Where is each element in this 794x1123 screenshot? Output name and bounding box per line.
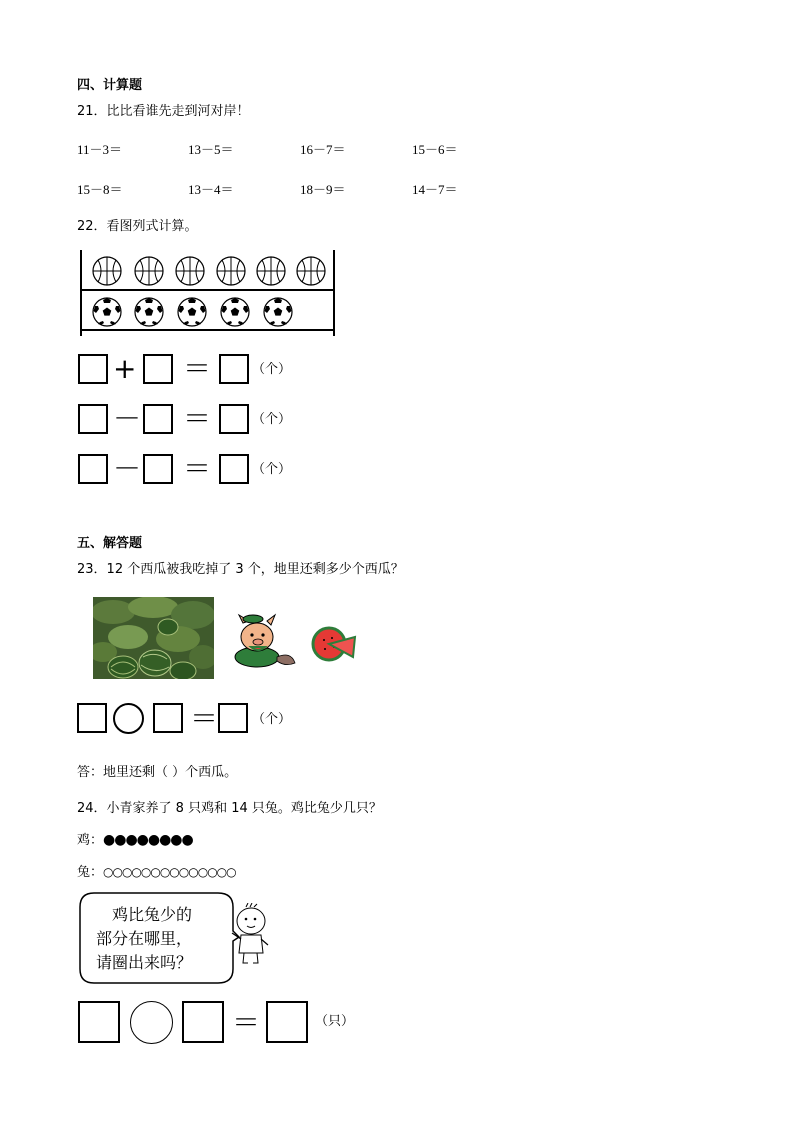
q21-problem: 11－3＝ — [77, 142, 123, 157]
watermelon-field-photo — [93, 597, 214, 679]
q21-problem: 13－5＝ — [188, 142, 234, 157]
unit-label: （个） — [252, 712, 292, 727]
question-23-title: 23．12 个西瓜被我吃掉了 3 个，地里还剩多少个西瓜？ — [77, 562, 404, 577]
answer-box[interactable] — [143, 454, 173, 484]
basketball-row — [93, 257, 325, 285]
pig-eating-watermelon-illustration — [233, 611, 357, 668]
q21-problem: 16－7＝ — [300, 142, 346, 157]
bubble-line: 部分在哪里， — [96, 929, 193, 948]
unit-label: （只） — [315, 1014, 355, 1029]
unit-label: （个） — [252, 362, 292, 377]
ball-rack-image — [78, 248, 338, 338]
chicken-row — [77, 832, 193, 849]
answer-box[interactable] — [266, 1001, 308, 1043]
equals-sign: ＝ — [232, 1006, 261, 1039]
rabbit-row — [77, 864, 236, 881]
rabbit-label: 兔： — [77, 865, 104, 880]
answer-box[interactable] — [78, 404, 108, 434]
answer-box[interactable] — [153, 703, 183, 733]
q21-problem: 15－6＝ — [412, 142, 458, 157]
question-24-title: 24．小青家养了 8 只鸡和 14 只兔。鸡比兔少几只？ — [77, 801, 382, 816]
equals-sign: ＝ — [183, 352, 212, 385]
equals-sign: ＝ — [183, 452, 212, 485]
answer-box[interactable] — [143, 354, 173, 384]
answer-box[interactable] — [182, 1001, 224, 1043]
chicken-dots: ●●●●●●●● — [103, 832, 193, 848]
section-heading-calculation: 四、计算题 — [77, 78, 143, 93]
plus-sign: + — [113, 352, 137, 385]
q21-problem: 15－8＝ — [77, 182, 123, 197]
answer-box[interactable] — [218, 703, 248, 733]
answer-box[interactable] — [143, 404, 173, 434]
rabbit-dots: ○○○○○○○○○○○○○○ — [103, 865, 236, 879]
unit-label: （个） — [252, 462, 292, 477]
bubble-line: 请圈出来吗？ — [96, 953, 193, 972]
minus-sign: － — [113, 402, 142, 435]
speech-bubble-text — [96, 903, 192, 975]
q21-problem: 18－9＝ — [300, 182, 346, 197]
answer-box[interactable] — [219, 454, 249, 484]
cartoon-boy-illustration — [226, 903, 274, 967]
answer-box[interactable] — [77, 703, 107, 733]
q21-problem: 14－7＝ — [412, 182, 458, 197]
question-22-title: 22．看图列式计算。 — [77, 219, 198, 234]
answer-box[interactable] — [78, 1001, 120, 1043]
question-21-title: 21．比比看谁先走到河对岸！ — [77, 104, 250, 119]
equals-sign: ＝ — [190, 702, 219, 735]
q21-problem: 13－4＝ — [188, 182, 234, 197]
operator-circle[interactable] — [130, 1001, 173, 1044]
bubble-line: 鸡比兔少的 — [112, 905, 193, 924]
section-heading-word-problems: 五、解答题 — [77, 536, 143, 551]
chicken-label: 鸡： — [77, 833, 104, 848]
operator-circle[interactable] — [113, 703, 144, 734]
unit-label: （个） — [252, 412, 292, 427]
soccer-ball-row — [93, 298, 292, 326]
equals-sign: ＝ — [183, 402, 212, 435]
answer-box[interactable] — [219, 354, 249, 384]
answer-box[interactable] — [219, 404, 249, 434]
answer-box[interactable] — [78, 454, 108, 484]
answer-box[interactable] — [78, 354, 108, 384]
minus-sign: － — [113, 452, 142, 485]
q23-answer-line: 答：地里还剩（ ）个西瓜。 — [77, 765, 238, 780]
